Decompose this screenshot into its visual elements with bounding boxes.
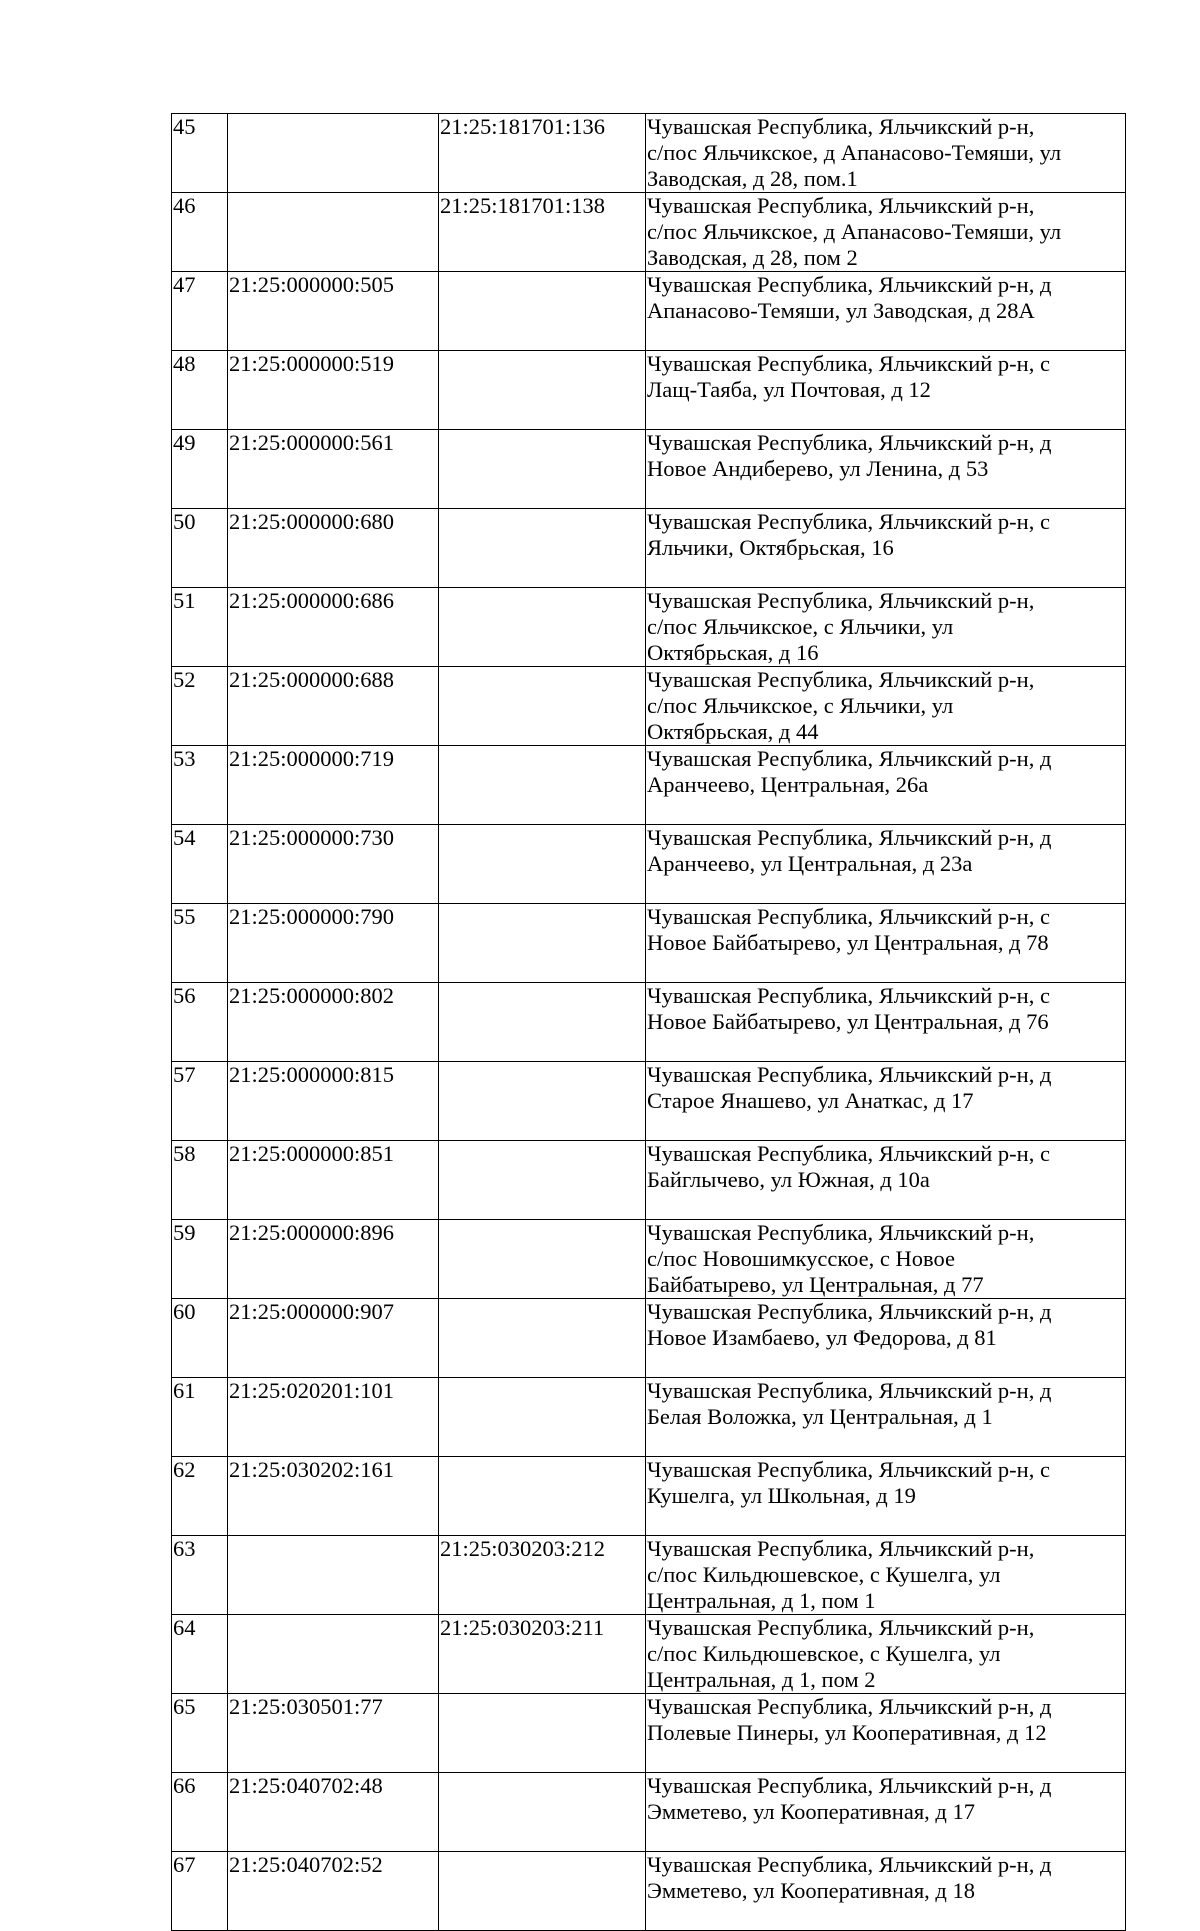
building-cadastral-number-cell: 21:25:181701:138 xyxy=(439,193,646,272)
table-row xyxy=(172,667,1126,746)
address-cell: Чувашская Республика, Яльчикский р-н, с/пос Яльчикское, с Яльчики, ул Октябрьская, д 44 xyxy=(646,667,1126,746)
row-number-cell: 51 xyxy=(172,588,228,667)
table-row xyxy=(172,983,1126,1062)
land-cadastral-number-cell: 21:25:000000:688 xyxy=(228,667,439,746)
building-cadastral-number-cell xyxy=(439,746,646,825)
row-number-cell: 52 xyxy=(172,667,228,746)
land-cadastral-number-cell: 21:25:000000:802 xyxy=(228,983,439,1062)
row-number-cell: 55 xyxy=(172,904,228,983)
building-cadastral-number-cell xyxy=(439,272,646,351)
land-cadastral-number-cell: 21:25:000000:815 xyxy=(228,1062,439,1141)
table-row xyxy=(172,272,1126,351)
land-cadastral-number-cell: 21:25:040702:48 xyxy=(228,1773,439,1852)
land-cadastral-number-cell: 21:25:000000:561 xyxy=(228,430,439,509)
building-cadastral-number-cell: 21:25:030203:212 xyxy=(439,1536,646,1615)
row-number-cell: 63 xyxy=(172,1536,228,1615)
address-cell: Чувашская Республика, Яльчикский р-н, д Эмметево, ул Кооперативная, д 17 xyxy=(646,1773,1126,1852)
address-cell: Чувашская Республика, Яльчикский р-н, д Апанасово-Темяши, ул Заводская, д 28А xyxy=(646,272,1126,351)
row-number-cell: 60 xyxy=(172,1299,228,1378)
building-cadastral-number-cell xyxy=(439,430,646,509)
address-cell: Чувашская Республика, Яльчикский р-н, с Байглычево, ул Южная, д 10а xyxy=(646,1141,1126,1220)
address-cell: Чувашская Республика, Яльчикский р-н, с/пос Кильдюшевское, с Кушелга, ул Центральная, д 1, пом 2 xyxy=(646,1615,1126,1694)
table-row xyxy=(172,1852,1126,1931)
address-cell: Чувашская Республика, Яльчикский р-н, с/пос Яльчикское, с Яльчики, ул Октябрьская, д 16 xyxy=(646,588,1126,667)
land-cadastral-number-cell: 21:25:020201:101 xyxy=(228,1378,439,1457)
table-row xyxy=(172,1062,1126,1141)
building-cadastral-number-cell xyxy=(439,1694,646,1773)
row-number-cell: 65 xyxy=(172,1694,228,1773)
table-row xyxy=(172,509,1126,588)
table-row xyxy=(172,1694,1126,1773)
building-cadastral-number-cell xyxy=(439,825,646,904)
row-number-cell: 47 xyxy=(172,272,228,351)
land-cadastral-number-cell: 21:25:000000:680 xyxy=(228,509,439,588)
building-cadastral-number-cell xyxy=(439,588,646,667)
land-cadastral-number-cell: 21:25:040702:52 xyxy=(228,1852,439,1931)
row-number-cell: 46 xyxy=(172,193,228,272)
row-number-cell: 45 xyxy=(172,114,228,193)
building-cadastral-number-cell xyxy=(439,1773,646,1852)
land-cadastral-number-cell: 21:25:030202:161 xyxy=(228,1457,439,1536)
row-number-cell: 66 xyxy=(172,1773,228,1852)
building-cadastral-number-cell xyxy=(439,667,646,746)
row-number-cell: 61 xyxy=(172,1378,228,1457)
land-cadastral-number-cell: 21:25:000000:719 xyxy=(228,746,439,825)
row-number-cell: 67 xyxy=(172,1852,228,1931)
table-row xyxy=(172,1299,1126,1378)
land-cadastral-number-cell: 21:25:000000:730 xyxy=(228,825,439,904)
row-number-cell: 49 xyxy=(172,430,228,509)
property-table-body xyxy=(172,114,1126,1931)
land-cadastral-number-cell xyxy=(228,193,439,272)
land-cadastral-number-cell: 21:25:000000:505 xyxy=(228,272,439,351)
building-cadastral-number-cell xyxy=(439,1299,646,1378)
address-cell: Чувашская Республика, Яльчикский р-н, с Новое Байбатырево, ул Центральная, д 76 xyxy=(646,983,1126,1062)
address-cell: Чувашская Республика, Яльчикский р-н, д Эмметево, ул Кооперативная, д 18 xyxy=(646,1852,1126,1931)
building-cadastral-number-cell xyxy=(439,1141,646,1220)
row-number-cell: 53 xyxy=(172,746,228,825)
building-cadastral-number-cell xyxy=(439,1378,646,1457)
table-row xyxy=(172,1220,1126,1299)
address-cell: Чувашская Республика, Яльчикский р-н, с Лащ-Таяба, ул Почтовая, д 12 xyxy=(646,351,1126,430)
address-cell: Чувашская Республика, Яльчикский р-н, д Аранчеево, Центральная, 26а xyxy=(646,746,1126,825)
row-number-cell: 59 xyxy=(172,1220,228,1299)
table-row xyxy=(172,1141,1126,1220)
address-cell: Чувашская Республика, Яльчикский р-н, д Полевые Пинеры, ул Кооперативная, д 12 xyxy=(646,1694,1126,1773)
land-cadastral-number-cell: 21:25:000000:851 xyxy=(228,1141,439,1220)
address-cell: Чувашская Республика, Яльчикский р-н, с/пос Новошимкусское, с Новое Байбатырево, ул Центральная, д 77 xyxy=(646,1220,1126,1299)
address-cell: Чувашская Республика, Яльчикский р-н, с Яльчики, Октябрьская, 16 xyxy=(646,509,1126,588)
land-cadastral-number-cell: 21:25:030501:77 xyxy=(228,1694,439,1773)
building-cadastral-number-cell xyxy=(439,904,646,983)
row-number-cell: 54 xyxy=(172,825,228,904)
address-cell: Чувашская Республика, Яльчикский р-н, д Белая Воложка, ул Центральная, д 1 xyxy=(646,1378,1126,1457)
building-cadastral-number-cell xyxy=(439,1220,646,1299)
land-cadastral-number-cell: 21:25:000000:790 xyxy=(228,904,439,983)
address-cell: Чувашская Республика, Яльчикский р-н, с Кушелга, ул Школьная, д 19 xyxy=(646,1457,1126,1536)
table-row xyxy=(172,351,1126,430)
row-number-cell: 64 xyxy=(172,1615,228,1694)
table-row xyxy=(172,1378,1126,1457)
table-row xyxy=(172,1773,1126,1852)
table-row xyxy=(172,904,1126,983)
table-row xyxy=(172,1615,1126,1694)
building-cadastral-number-cell xyxy=(439,983,646,1062)
building-cadastral-number-cell xyxy=(439,1062,646,1141)
land-cadastral-number-cell: 21:25:000000:896 xyxy=(228,1220,439,1299)
address-cell: Чувашская Республика, Яльчикский р-н, с/пос Яльчикское, д Апанасово-Темяши, ул Заводская, д 28, пом 2 xyxy=(646,193,1126,272)
address-cell: Чувашская Республика, Яльчикский р-н, д Аранчеево, ул Центральная, д 23а xyxy=(646,825,1126,904)
address-cell: Чувашская Республика, Яльчикский р-н, с Новое Байбатырево, ул Центральная, д 78 xyxy=(646,904,1126,983)
building-cadastral-number-cell xyxy=(439,509,646,588)
building-cadastral-number-cell xyxy=(439,1852,646,1931)
land-cadastral-number-cell xyxy=(228,1615,439,1694)
property-table xyxy=(171,113,1126,1931)
land-cadastral-number-cell: 21:25:000000:686 xyxy=(228,588,439,667)
table-row xyxy=(172,114,1126,193)
row-number-cell: 57 xyxy=(172,1062,228,1141)
land-cadastral-number-cell: 21:25:000000:907 xyxy=(228,1299,439,1378)
table-row xyxy=(172,430,1126,509)
building-cadastral-number-cell: 21:25:181701:136 xyxy=(439,114,646,193)
row-number-cell: 62 xyxy=(172,1457,228,1536)
table-row xyxy=(172,1536,1126,1615)
address-cell: Чувашская Республика, Яльчикский р-н, с/пос Яльчикское, д Апанасово-Темяши, ул Заводская, д 28, пом.1 xyxy=(646,114,1126,193)
row-number-cell: 50 xyxy=(172,509,228,588)
address-cell: Чувашская Республика, Яльчикский р-н, с/пос Кильдюшевское, с Кушелга, ул Центральная, д 1, пом 1 xyxy=(646,1536,1126,1615)
row-number-cell: 58 xyxy=(172,1141,228,1220)
address-cell: Чувашская Республика, Яльчикский р-н, д Новое Андиберево, ул Ленина, д 53 xyxy=(646,430,1126,509)
building-cadastral-number-cell xyxy=(439,351,646,430)
row-number-cell: 48 xyxy=(172,351,228,430)
table-row xyxy=(172,193,1126,272)
building-cadastral-number-cell: 21:25:030203:211 xyxy=(439,1615,646,1694)
table-row xyxy=(172,588,1126,667)
table-row xyxy=(172,825,1126,904)
row-number-cell: 56 xyxy=(172,983,228,1062)
land-cadastral-number-cell xyxy=(228,114,439,193)
table-row xyxy=(172,1457,1126,1536)
table-row xyxy=(172,746,1126,825)
address-cell: Чувашская Республика, Яльчикский р-н, д Новое Изамбаево, ул Федорова, д 81 xyxy=(646,1299,1126,1378)
land-cadastral-number-cell: 21:25:000000:519 xyxy=(228,351,439,430)
address-cell: Чувашская Республика, Яльчикский р-н, д Старое Янашево, ул Анаткас, д 17 xyxy=(646,1062,1126,1141)
building-cadastral-number-cell xyxy=(439,1457,646,1536)
land-cadastral-number-cell xyxy=(228,1536,439,1615)
